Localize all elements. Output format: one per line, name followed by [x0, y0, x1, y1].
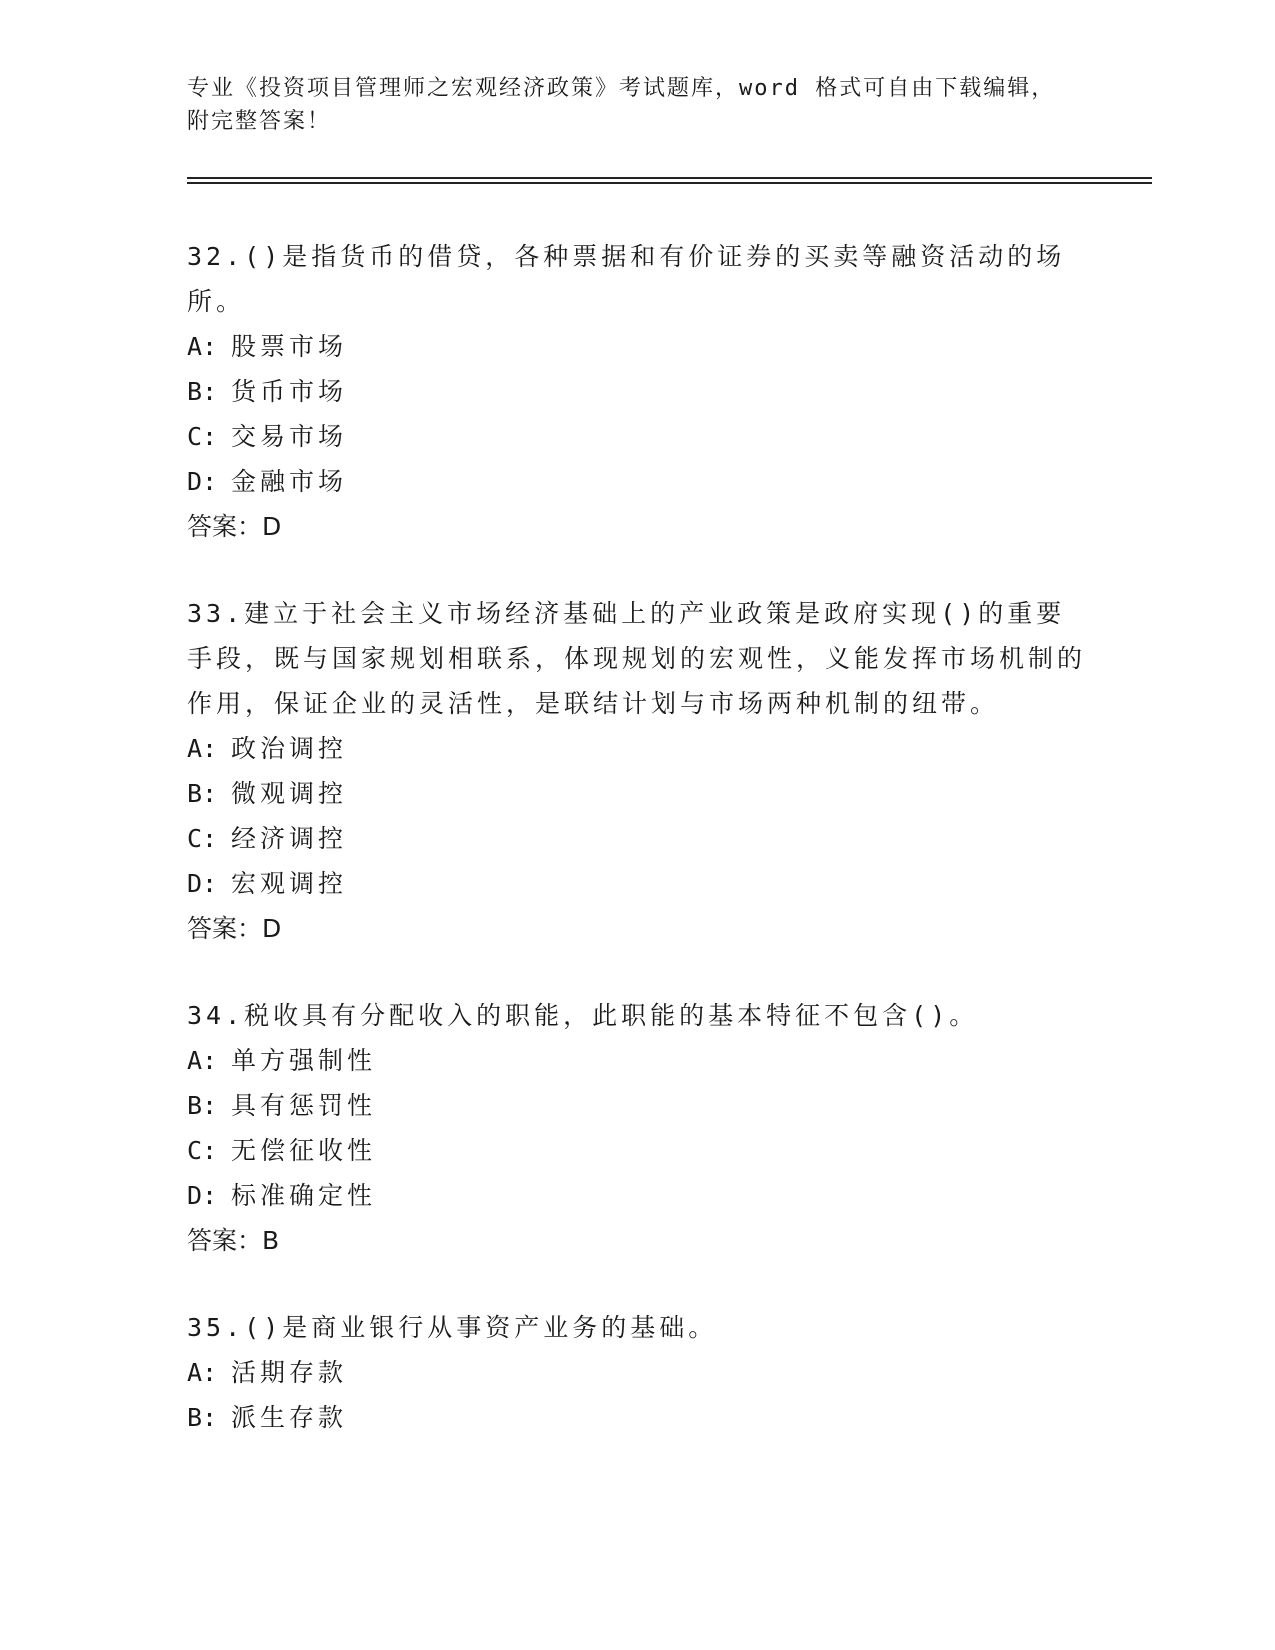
answer-line: 答案：B	[187, 1226, 280, 1255]
option-text: 政治调控	[231, 734, 348, 763]
header-line-1: 专业《投资项目管理师之宏观经济政策》考试题库，word 格式可自由下载编辑，	[187, 76, 1056, 101]
question-stem: 35.()是商业银行从事资产业务的基础。	[187, 1313, 718, 1342]
question-stem: 32.()是指货币的借贷，各种票据和有价证券的买卖等融资活动的场所。	[187, 242, 1066, 316]
option-letter: D:	[187, 869, 218, 898]
answer-line: 答案：D	[187, 512, 282, 541]
question-35	[187, 1305, 1087, 1440]
document-header	[187, 72, 1067, 138]
option-text: 派生存款	[231, 1403, 348, 1432]
option-text: 货币市场	[231, 377, 348, 406]
option-d	[187, 1173, 1087, 1218]
option-text: 金融市场	[231, 467, 348, 496]
option-text: 宏观调控	[231, 869, 348, 898]
option-b	[187, 1083, 1087, 1128]
option-b	[187, 771, 1087, 816]
option-text: 单方强制性	[231, 1046, 377, 1075]
question-33	[187, 591, 1087, 951]
question-stem: 33.建立于社会主义市场经济基础上的产业政策是政府实现()的重要手段，既与国家规划相联系，体现规划的宏观性，义能发挥市场机制的作用，保证企业的灵活性，是联结计划与市场两种机制的纽带。	[187, 599, 1087, 718]
header-line-2: 附完整答案！	[187, 109, 332, 134]
option-letter: A:	[187, 1046, 218, 1075]
option-letter: B:	[187, 1091, 218, 1120]
header-divider-top	[187, 177, 1152, 179]
option-letter: D:	[187, 1181, 218, 1210]
option-a	[187, 324, 1087, 369]
option-b	[187, 1395, 1087, 1440]
answer-line: 答案：D	[187, 914, 282, 943]
header-divider-bottom	[187, 182, 1152, 184]
option-a	[187, 726, 1087, 771]
question-32	[187, 234, 1087, 549]
option-d	[187, 861, 1087, 906]
option-letter: D:	[187, 467, 218, 496]
option-text: 经济调控	[231, 824, 348, 853]
question-stem: 34.税收具有分配收入的职能，此职能的基本特征不包含()。	[187, 1001, 979, 1030]
option-letter: B:	[187, 779, 218, 808]
option-text: 标准确定性	[231, 1181, 377, 1210]
question-34	[187, 993, 1087, 1263]
option-letter: A:	[187, 1358, 218, 1387]
option-text: 股票市场	[231, 332, 348, 361]
option-text: 微观调控	[231, 779, 348, 808]
option-letter: A:	[187, 332, 218, 361]
option-text: 活期存款	[231, 1358, 348, 1387]
option-letter: C:	[187, 422, 218, 451]
option-c	[187, 414, 1087, 459]
option-c	[187, 816, 1087, 861]
option-letter: C:	[187, 824, 218, 853]
option-letter: B:	[187, 1403, 218, 1432]
option-letter: B:	[187, 377, 218, 406]
option-d	[187, 459, 1087, 504]
option-letter: A:	[187, 734, 218, 763]
option-text: 具有惩罚性	[231, 1091, 377, 1120]
question-list	[187, 234, 1087, 1482]
option-text: 交易市场	[231, 422, 348, 451]
option-letter: C:	[187, 1136, 218, 1165]
option-a	[187, 1350, 1087, 1395]
option-text: 无偿征收性	[231, 1136, 377, 1165]
option-a	[187, 1038, 1087, 1083]
option-c	[187, 1128, 1087, 1173]
option-b	[187, 369, 1087, 414]
